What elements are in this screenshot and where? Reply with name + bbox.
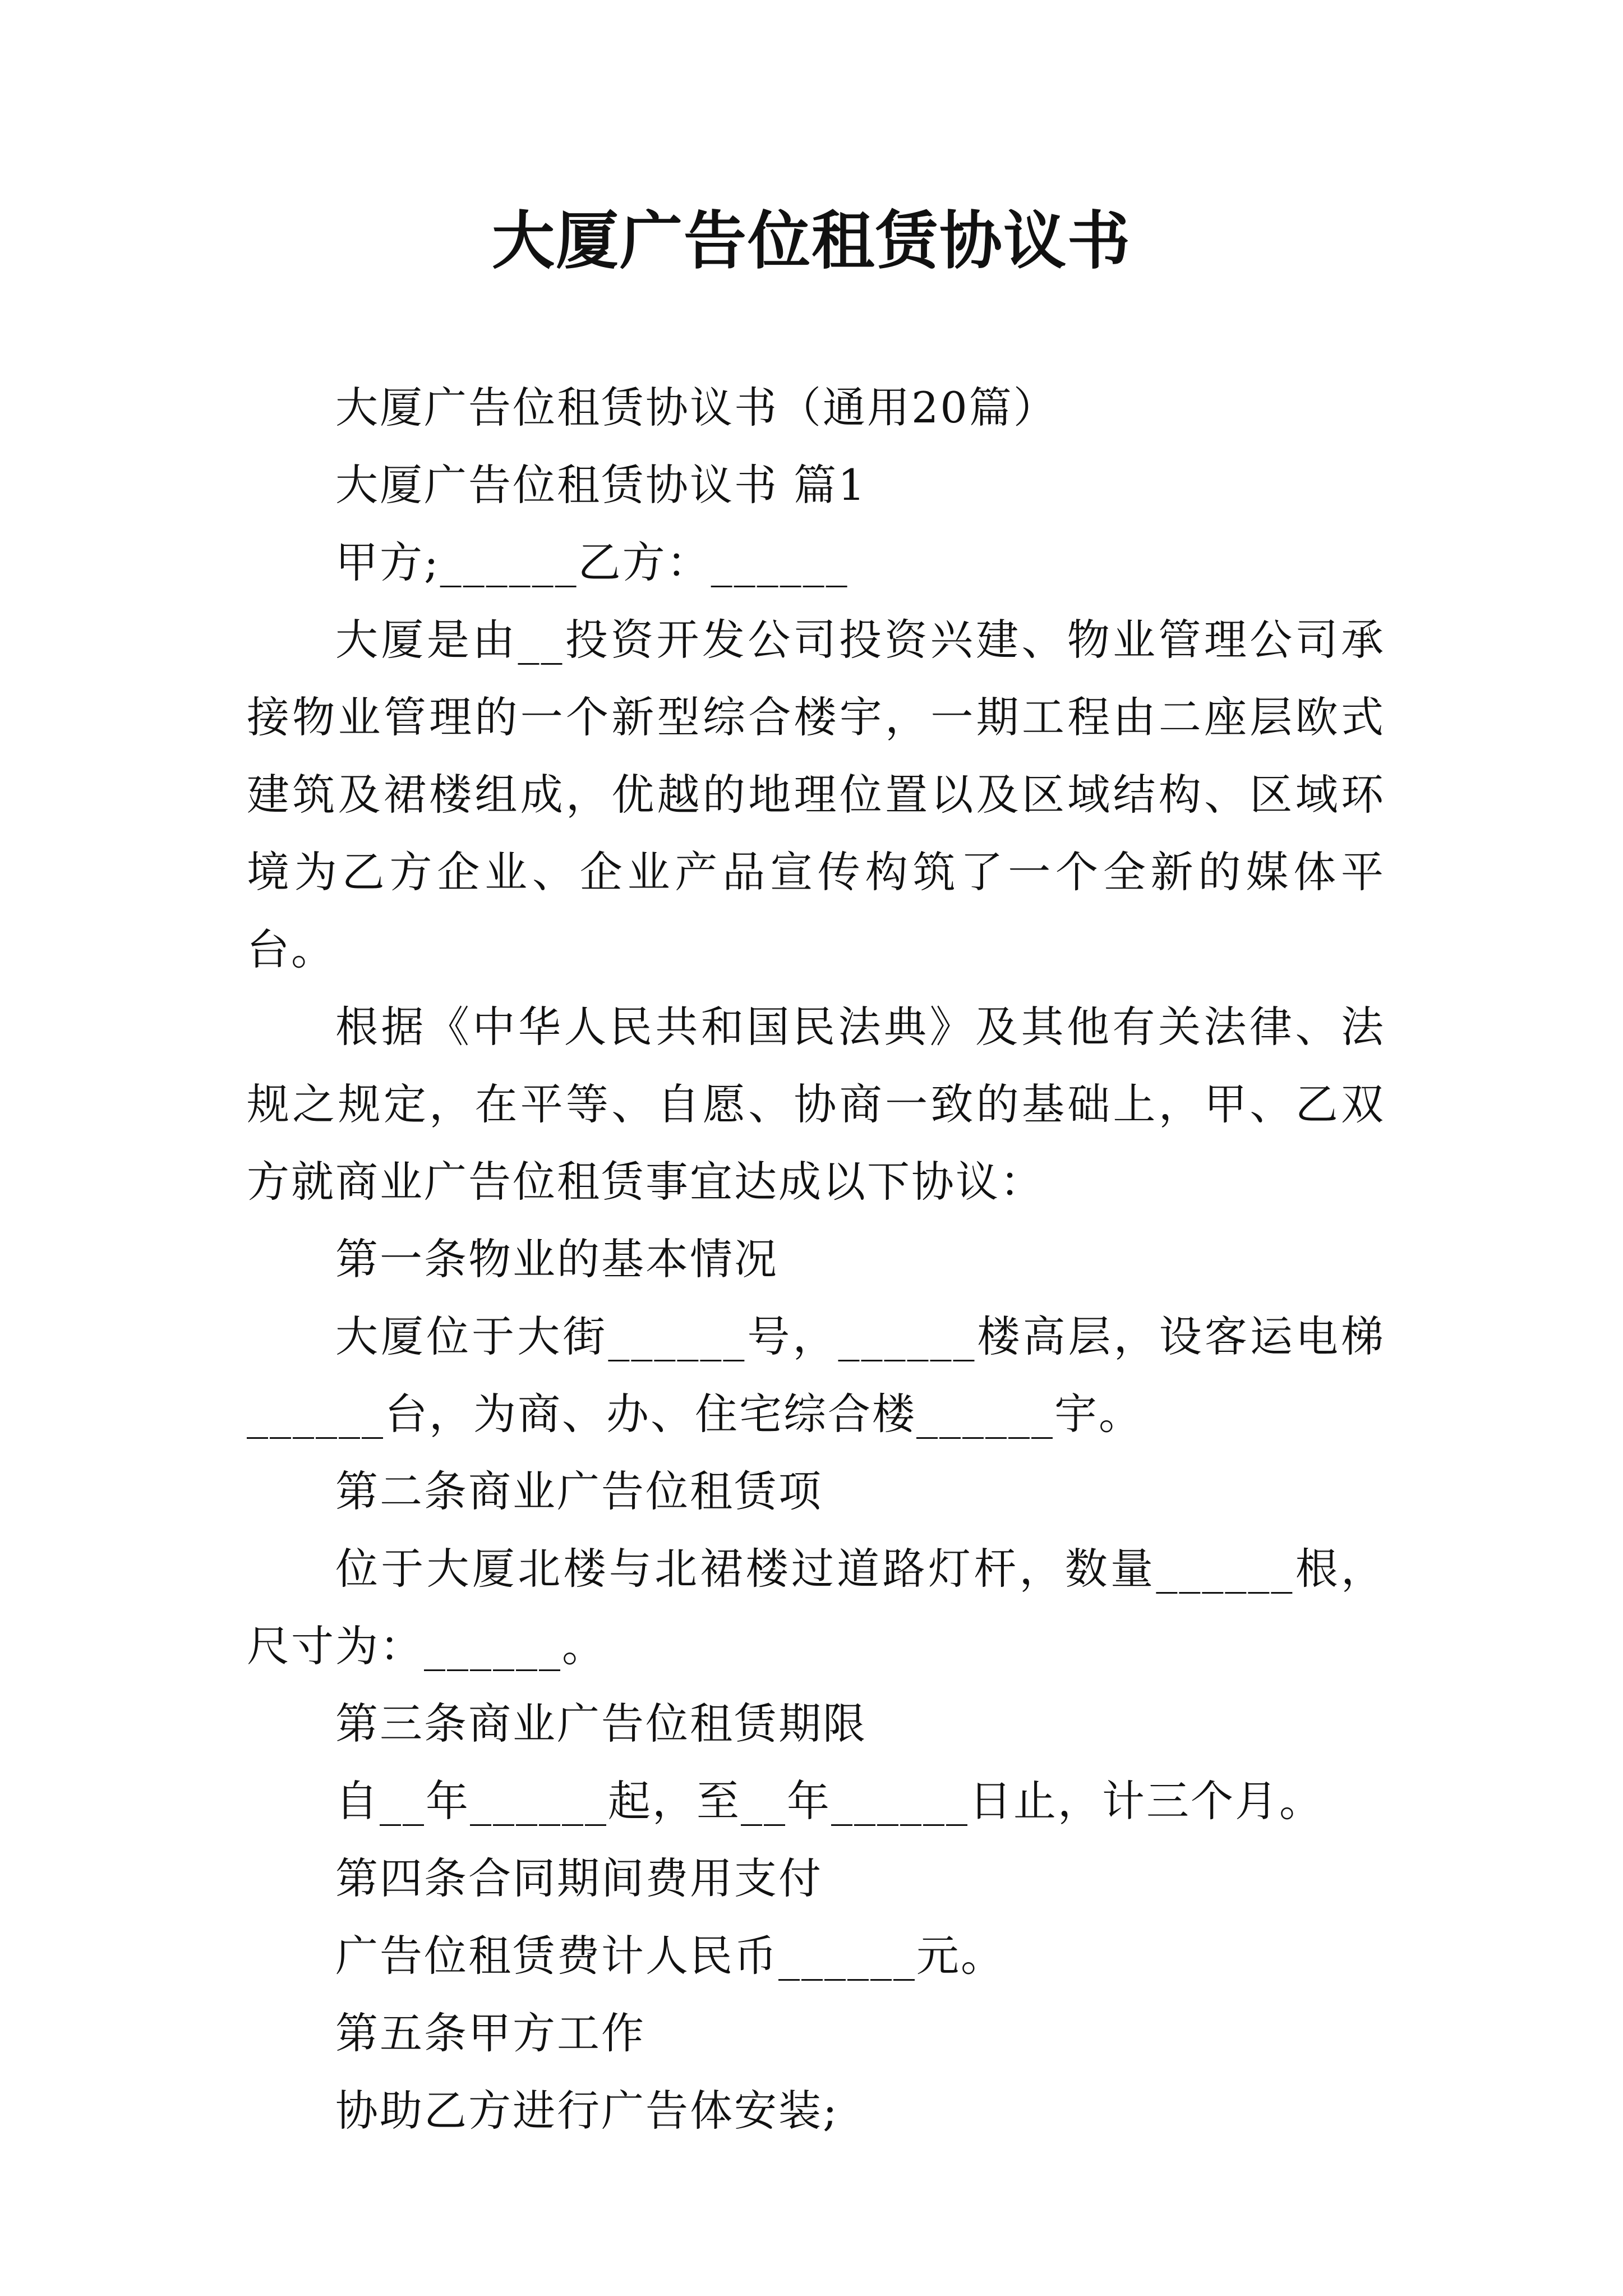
body-paragraph: 自__年______起，至__年______日止，计三个月。 — [335, 1776, 1324, 1826]
article-heading: 第三条商业广告位租赁期限 — [335, 1699, 867, 1749]
body-paragraph: 根据《中华人民共和国民法典》及其他有关法律、法规之规定，在平等、自愿、协商一致的基础上，甲、乙双方就商业广告位租赁事宜达成以下协议： — [247, 1002, 1385, 1207]
section-heading: 大厦广告位租赁协议书 篇1 — [335, 460, 867, 510]
body-paragraph: 广告位租赁费计人民币______元。 — [335, 1931, 1005, 1981]
body-paragraph: 大厦是由__投资开发公司投资兴建、物业管理公司承接物业管理的一个新型综合楼宇，一期工程由二座层欧式建筑及裙楼组成，优越的地理位置以及区域结构、区域环境为乙方企业、企业产品宣传构筑了一个全新的媒体平台。 — [247, 615, 1385, 974]
article-heading: 第四条合同期间费用支付 — [335, 1853, 823, 1903]
article-heading: 第五条甲方工作 — [335, 2008, 645, 2058]
article-heading: 第一条物业的基本情况 — [335, 1234, 778, 1284]
document-title: 大厦广告位租赁协议书 — [492, 204, 1131, 278]
parties-line: 甲方;______乙方：______ — [335, 537, 849, 587]
body-paragraph: 大厦位于大街______号，______楼高层，设客运电梯______台，为商、办、住宅综合楼______宇。 — [247, 1312, 1385, 1439]
article-heading: 第二条商业广告位租赁项 — [335, 1466, 823, 1516]
document-body — [247, 369, 1385, 2150]
body-paragraph: 位于大厦北楼与北裙楼过道路灯杆，数量______根，尺寸为：______。 — [247, 1544, 1385, 1671]
body-paragraph: 协助乙方进行广告体安装; — [335, 2086, 839, 2136]
document-subtitle: 大厦广告位租赁协议书（通用20篇） — [335, 383, 1058, 432]
